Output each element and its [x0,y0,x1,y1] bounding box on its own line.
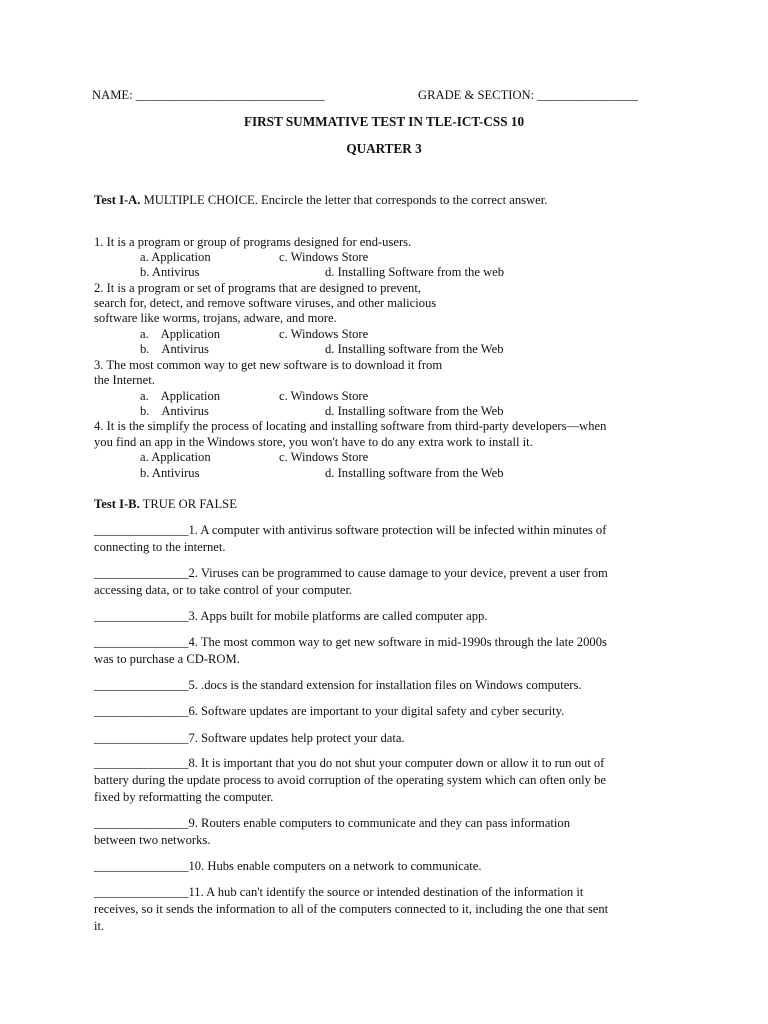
question-1-option-d: d. Installing Software from the web [325,265,505,279]
question-3-option-c: c. Windows Store [279,389,369,403]
question-4-text-line-1: 4. It is the simplify the process of locating and installing software from third-party developers—when [94,419,607,433]
question-2-option-b: b. Antivirus [140,342,209,356]
grade-section-field-label: GRADE & SECTION: ________________ [418,88,639,102]
question-3-option-b: b. Antivirus [140,404,209,418]
question-4-option-b: b. Antivirus [140,466,200,480]
true-false-item-6 [94,703,684,720]
item-4-line-2: was to purchase a CD-ROM. [94,652,240,666]
question-1-option-c: c. Windows Store [279,250,369,264]
question-4-option-a: a. Application [140,450,211,464]
question-2-text-line-2: search for, detect, and remove software viruses, and other malicious [94,296,437,310]
question-1-option-a: a. Application [140,250,211,264]
test-a-label: Test I-A. [94,193,141,207]
document-title: FIRST SUMMATIVE TEST IN TLE-ICT-CSS 10 [243,114,525,129]
test-b-label: Test I-B. [94,497,140,511]
true-false-item-3 [94,608,684,625]
question-1-text: 1. It is a program or group of programs designed for end-users. [94,235,412,249]
question-2-option-a: a. Application [140,327,221,341]
question-2-text-line-3: software like worms, trojans, adware, and more. [94,311,337,325]
question-4-text-line-2: you find an app in the Windows store, you won't have to do any extra work to install it. [94,435,533,449]
question-3-option-d: d. Installing software from the Web [325,404,504,418]
item-9-line-2: between two networks. [94,833,211,847]
test-a-heading [94,193,547,208]
item-1-line-1: _______________1. A computer with antivirus software protection will be infected within minutes of [94,523,607,537]
true-false-item-4 [94,634,684,668]
item-8-line-3: fixed by reformatting the computer. [94,790,274,804]
item-11-line-1: _______________11. A hub can't identify the source or intended destination of the information it [94,885,584,899]
item-7-line-1: _______________7. Software updates help protect your data. [94,731,405,745]
true-false-item-1 [94,522,684,556]
item-5-line-1: _______________5. .docs is the standard extension for installation files on Windows computers. [94,678,582,692]
item-9-line-1: _______________9. Routers enable computers to communicate and they can pass information [94,816,571,830]
item-1-line-2: connecting to the internet. [94,540,226,554]
item-2-line-1: _______________2. Viruses can be programmed to cause damage to your device, prevent a user from [94,566,608,580]
item-3-line-1: _______________3. Apps built for mobile platforms are called computer app. [94,609,488,623]
true-false-item-2 [94,565,684,599]
document-subtitle: QUARTER 3 [346,141,422,156]
test-a-instruction: MULTIPLE CHOICE. Encircle the letter that corresponds to the correct answer. [140,193,548,207]
item-10-line-1: _______________10. Hubs enable computers on a network to communicate. [94,859,482,873]
true-false-item-10 [94,858,684,875]
question-2-option-c: c. Windows Store [279,327,369,341]
question-1-option-b: b. Antivirus [140,265,200,279]
question-2-text-line-1: 2. It is a program or set of programs that are designed to prevent, [94,281,421,295]
item-6-line-1: _______________6. Software updates are important to your digital safety and cyber security. [94,704,565,718]
question-4-option-d: d. Installing software from the Web [325,466,504,480]
true-false-item-11 [94,884,684,935]
question-4-option-c: c. Windows Store [279,450,369,464]
true-false-item-7 [94,730,684,747]
question-3-text-line-1: 3. The most common way to get new software is to download it from [94,358,443,372]
question-3-text-line-2: the Internet. [94,373,155,387]
question-3-option-a: a. Application [140,389,221,403]
test-b-instruction: TRUE OR FALSE [139,497,237,511]
item-8-line-2: battery during the update process to avoid corruption of the operating system which can often only be [94,773,607,787]
true-false-item-5 [94,677,684,694]
true-false-item-9 [94,815,684,849]
item-8-line-1: _______________8. It is important that you do not shut your computer down or allow it to run out of [94,756,605,770]
item-4-line-1: _______________4. The most common way to get new software in mid-1990s through the late 2000s [94,635,607,649]
true-false-item-8 [94,755,684,806]
item-11-line-2: receives, so it sends the information to all of the computers connected to it, including the one that sent [94,902,609,916]
test-b-heading [94,497,237,512]
item-11-line-3: it. [94,919,105,933]
question-2-option-d: d. Installing software from the Web [325,342,504,356]
name-field-label: NAME: ______________________________ [92,88,325,102]
item-2-line-2: accessing data, or to take control of your computer. [94,583,353,597]
